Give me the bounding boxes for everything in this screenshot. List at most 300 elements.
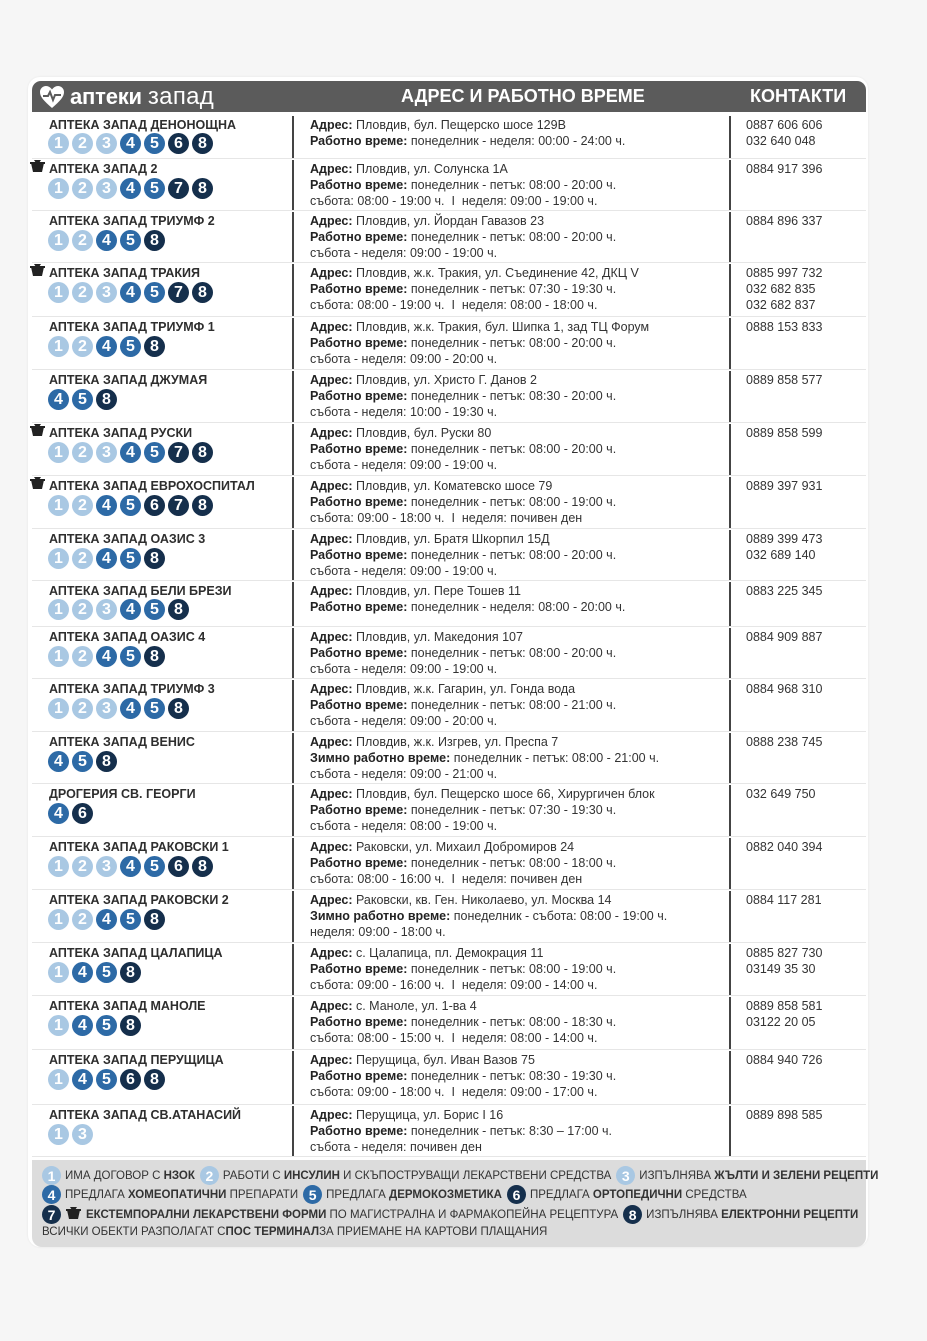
column-divider (292, 733, 294, 783)
service-badge-2: 2 (72, 856, 93, 877)
hours-line (310, 548, 616, 564)
address-line (310, 735, 659, 751)
mortar-pestle-icon (29, 159, 46, 174)
phone-number[interactable]: 0882 040 394 (746, 840, 823, 854)
service-badge-8: 8 (96, 389, 117, 410)
address-value: Пловдив, бул. Руски 80 (352, 426, 492, 440)
service-icons (48, 336, 168, 357)
column-divider (729, 785, 731, 836)
service-badge-2: 2 (72, 230, 93, 251)
hours-extra-line: събота - неделя: 10:00 - 19:30 ч. (310, 404, 498, 419)
column-header-contacts: КОНТАКТИ (750, 86, 847, 106)
hours-label: Работно време: (310, 281, 408, 296)
phone-number[interactable]: 032 640 048 (746, 133, 816, 148)
phone-number[interactable]: 0889 858 577 (746, 373, 823, 387)
hours-label: Работно време: (310, 229, 408, 244)
address-block (310, 373, 616, 420)
mortar-pestle-icon (29, 263, 46, 278)
legend-text: ИЗПЪЛНЯВА ЖЪЛТИ И ЗЕЛЕНИ РЕЦЕПТИ (639, 1169, 879, 1182)
pharmacy-name: АПТЕКА ЗАПАД ТРИУМФ 1 (49, 320, 215, 334)
address-block (310, 787, 655, 834)
service-badge-8: 8 (192, 856, 213, 877)
service-badge-5: 5 (120, 548, 141, 569)
service-badge-5: 5 (144, 178, 165, 199)
service-badge-8: 8 (192, 282, 213, 303)
hours-value: понеделник - петък: 08:00 - 20:00 ч. (407, 335, 617, 350)
hours-value: понеделник - петък: 08:00 - 19:00 ч. (407, 494, 617, 509)
column-divider (729, 477, 731, 528)
address-block (310, 682, 616, 729)
address-label: Адрес: (310, 787, 353, 801)
contacts-block (746, 479, 822, 495)
service-badge-4: 4 (96, 548, 117, 569)
pharmacy-name: АПТЕКА ЗАПАД ПЕРУЩИЦА (49, 1053, 224, 1067)
address-label: Адрес: (310, 735, 353, 749)
address-value: Пловдив, ж.к. Гагарин, ул. Гонда вода (352, 682, 576, 696)
address-block (310, 162, 616, 209)
address-line (310, 266, 639, 282)
address-line (310, 479, 616, 495)
service-badge-4: 4 (48, 803, 69, 824)
phone-number[interactable]: 032 649 750 (746, 787, 816, 801)
address-line (310, 584, 625, 600)
address-block (310, 946, 616, 993)
legend-text: ЕКСТЕМПОРАЛНИ ЛЕКАРСТВЕНИ ФОРМИ ПО МАГИСТРАЛНА И ФАРМАКОПЕЙНА РЕЦЕПТУРА (86, 1208, 619, 1221)
address-block (310, 266, 639, 313)
hours-extra-line: неделя: 09:00 - 18:00 ч. (310, 924, 446, 939)
column-divider (292, 212, 294, 262)
address-value: Пловдив, бул. Пещерско шосе 66, Хирургичен блок (352, 787, 655, 801)
address-value: Перущица, бул. Иван Вазов 75 (352, 1053, 535, 1067)
contacts-block (746, 893, 822, 909)
hours-extra-line: събота - неделя: 09:00 - 21:00 ч. (310, 766, 498, 781)
hours-line (310, 1124, 612, 1140)
contacts-block (746, 840, 822, 856)
hours-line (310, 856, 616, 872)
hours-label: Работно време: (310, 177, 408, 192)
service-badge-2: 2 (72, 133, 93, 154)
hours-value: понеделник - петък: 08:00 - 21:00 ч. (407, 697, 617, 712)
hours-line (310, 230, 616, 246)
pharmacy-row (32, 942, 866, 996)
service-badge-1: 1 (48, 646, 69, 667)
service-badge-1: 1 (48, 1015, 69, 1036)
pharmacy-row (32, 114, 866, 159)
hours-extra-line: събота - неделя: 09:00 - 19:00 ч. (310, 661, 498, 676)
service-badge-5: 5 (72, 389, 93, 410)
hours-extra-line: събота - неделя: почивен ден (310, 1139, 482, 1154)
pharmacy-row (32, 210, 866, 263)
contacts-block (746, 1108, 822, 1124)
hours-value: понеделник - петък: 07:30 - 19:30 ч. (407, 281, 617, 296)
column-divider (729, 116, 731, 158)
address-block (310, 630, 616, 677)
service-badge-8: 8 (120, 1015, 141, 1036)
service-badge-4: 4 (120, 856, 141, 877)
service-badge-4: 4 (72, 1069, 93, 1090)
legend-row-1 (42, 1166, 883, 1185)
contacts-block (746, 630, 822, 646)
column-divider (292, 944, 294, 995)
service-icons (48, 599, 192, 620)
hours-line (310, 442, 616, 458)
service-badge-2: 2 (72, 646, 93, 667)
column-divider (729, 680, 731, 731)
pharmacy-name: АПТЕКА ЗАПАД ТРИУМФ 2 (49, 214, 215, 228)
service-badge-5: 5 (144, 856, 165, 877)
phone-number[interactable]: 0885 827 730 (746, 946, 823, 960)
legend-text: ПРЕДЛАГА ХОМЕОПАТИЧНИ ПРЕПАРАТИ (65, 1188, 299, 1201)
hours-label: Работно време: (310, 961, 408, 976)
contacts-block (746, 532, 822, 564)
contacts-block (746, 266, 822, 313)
phone-number[interactable]: 0889 399 473 (746, 532, 823, 546)
column-divider (729, 891, 731, 942)
contacts-block (746, 682, 822, 698)
address-block (310, 426, 616, 473)
column-divider (729, 530, 731, 580)
service-icons (48, 1069, 168, 1090)
service-badge-4: 4 (96, 336, 117, 357)
hours-extra-line: събота: 09:00 - 16:00 ч. I неделя: 09:00 - 14:00 ч. (310, 977, 598, 992)
service-icons (48, 909, 168, 930)
legend-row-3 (42, 1205, 863, 1224)
service-badge-8: 8 (96, 751, 117, 772)
column-divider (292, 530, 294, 580)
service-badge-8: 8 (144, 646, 165, 667)
brand-name-light: запад (147, 82, 215, 110)
phone-number[interactable]: 0889 858 599 (746, 426, 823, 440)
column-divider (292, 264, 294, 316)
service-badge-2: 2 (72, 909, 93, 930)
phone-number[interactable]: 0884 968 310 (746, 682, 823, 696)
pharmacy-name: АПТЕКА ЗАПАД ДЖУМАЯ (49, 373, 208, 387)
service-badge-8: 8 (192, 178, 213, 199)
address-line (310, 320, 649, 336)
legend-pos-bold: ПОС ТЕРМИНАЛ (225, 1226, 320, 1238)
address-label: Адрес: (310, 118, 353, 132)
legend-row-4 (42, 1226, 547, 1238)
hours-label: Работно време: (310, 1014, 408, 1029)
contacts-block (746, 787, 816, 803)
address-label: Адрес: (310, 893, 353, 907)
contacts-block (746, 999, 822, 1031)
hours-label: Работно време: (310, 697, 408, 712)
pharmacy-row (32, 836, 866, 890)
hours-label: Работно време: (310, 855, 408, 870)
service-badge-1: 1 (48, 336, 69, 357)
hours-value: понеделник - неделя: 00:00 - 24:00 ч. (407, 133, 626, 148)
phone-number[interactable]: 0885 997 732 (746, 266, 823, 280)
legend-item-7 (42, 1205, 618, 1224)
service-badge-1: 1 (48, 230, 69, 251)
contacts-block (746, 162, 822, 178)
column-divider (292, 116, 294, 158)
service-badge-7: 7 (42, 1205, 61, 1224)
service-badge-4: 4 (120, 133, 141, 154)
pharmacy-name: АПТЕКА ЗАПАД ЦАЛАПИЦА (49, 946, 223, 960)
service-icons (48, 133, 216, 154)
address-line (310, 214, 616, 230)
hours-line (310, 282, 639, 298)
phone-number[interactable]: 0888 238 745 (746, 735, 823, 749)
phone-number[interactable]: 0888 153 833 (746, 320, 823, 334)
legend-item-2 (200, 1166, 611, 1185)
address-line (310, 893, 667, 909)
service-badge-1: 1 (48, 909, 69, 930)
hours-value: понеделник - петък: 08:00 - 20:00 ч. (407, 229, 617, 244)
column-divider (292, 838, 294, 889)
phone-number[interactable]: 0889 898 585 (746, 1108, 823, 1122)
column-divider (729, 1051, 731, 1104)
service-badge-8: 8 (192, 495, 213, 516)
address-value: Пловдив, ул. Братя Шкорпил 15Д (352, 532, 550, 546)
hours-extra-line: събота: 08:00 - 19:00 ч. I неделя: 09:00 - 19:00 ч. (310, 193, 598, 208)
service-badge-5: 5 (144, 442, 165, 463)
column-divider (729, 628, 731, 678)
column-divider (729, 997, 731, 1049)
service-badge-1: 1 (48, 495, 69, 516)
address-value: Пловдив, ул. Йордан Гавазов 23 (352, 214, 545, 228)
service-badge-1: 1 (48, 1069, 69, 1090)
hours-value: понеделник - петък: 08:00 - 20:00 ч. (407, 177, 617, 192)
service-badge-7: 7 (168, 442, 189, 463)
service-badge-4: 4 (120, 599, 141, 620)
heart-pulse-icon (38, 84, 66, 110)
column-divider (292, 371, 294, 422)
hours-value: понеделник - петък: 08:00 - 20:00 ч. (407, 547, 617, 562)
hours-value: понеделник - събота: 08:00 - 19:00 ч. (450, 908, 668, 923)
column-divider (729, 160, 731, 210)
service-badge-3: 3 (72, 1124, 93, 1145)
hours-line (310, 646, 616, 662)
address-value: Перущица, ул. Борис I 16 (352, 1108, 504, 1122)
service-icons (48, 962, 144, 983)
service-badge-1: 1 (48, 282, 69, 303)
legend-item-4 (42, 1185, 298, 1204)
hours-value: понеделник - петък: 08:00 - 18:30 ч. (407, 1014, 617, 1029)
service-badge-6: 6 (507, 1185, 526, 1204)
address-value: Пловдив, ул. Христо Г. Данов 2 (352, 373, 537, 387)
hours-value: понеделник - петък: 08:30 - 20:00 ч. (407, 388, 617, 403)
address-line (310, 373, 616, 389)
table-header (32, 81, 866, 112)
service-badge-6: 6 (144, 495, 165, 516)
mortar-pestle-icon (65, 1206, 82, 1224)
hours-extra-line: събота: 09:00 - 18:00 ч. I неделя: почивен ден (310, 510, 583, 525)
service-badge-1: 1 (42, 1166, 61, 1185)
service-badge-6: 6 (120, 1069, 141, 1090)
address-value: Раковски, кв. Ген. Николаево, ул. Москва 14 (352, 893, 612, 907)
phone-number[interactable]: 0889 858 581 (746, 999, 823, 1013)
pharmacy-row (32, 422, 866, 476)
phone-number[interactable]: 032 689 140 (746, 547, 816, 562)
legend-item-6 (507, 1185, 747, 1204)
service-badge-4: 4 (120, 282, 141, 303)
address-value: Пловдив, ж.к. Изгрев, ул. Преспа 7 (352, 735, 559, 749)
pharmacy-row (32, 731, 866, 784)
contacts-block (746, 584, 822, 600)
mortar-pestle-icon (29, 423, 46, 438)
brand-name-bold: аптеки (70, 83, 142, 109)
pharmacy-row (32, 783, 866, 837)
hours-extra-line: събота - неделя: 09:00 - 19:00 ч. (310, 457, 498, 472)
service-badge-7: 7 (168, 178, 189, 199)
hours-label: Работно време: (310, 335, 408, 350)
phone-number[interactable]: 0884 117 281 (746, 893, 822, 907)
hours-label: Зимно работно време: (310, 750, 451, 765)
phone-number[interactable]: 0887 606 606 (746, 118, 823, 132)
service-badge-8: 8 (144, 909, 165, 930)
address-line (310, 630, 616, 646)
hours-line (310, 698, 616, 714)
column-divider (729, 371, 731, 422)
pharmacy-row (32, 1049, 866, 1105)
address-label: Адрес: (310, 373, 353, 387)
hours-line (310, 178, 616, 194)
pharmacy-row (32, 889, 866, 943)
service-icons (48, 282, 216, 303)
phone-number[interactable]: 0889 397 931 (746, 479, 823, 493)
service-badge-5: 5 (120, 230, 141, 251)
phone-number[interactable]: 032 682 837 (746, 297, 816, 312)
phone-number[interactable]: 03149 35 30 (746, 961, 816, 976)
contacts-block (746, 1053, 822, 1069)
address-line (310, 787, 655, 803)
hours-value: понеделник - петък: 08:00 - 18:00 ч. (407, 855, 617, 870)
phone-number[interactable]: 032 682 835 (746, 281, 816, 296)
service-badge-6: 6 (168, 133, 189, 154)
hours-extra-line: събота: 09:00 - 18:00 ч. I неделя: 09:00 - 17:00 ч. (310, 1084, 598, 1099)
hours-extra-line: събота - неделя: 09:00 - 19:00 ч. (310, 563, 498, 578)
service-badge-2: 2 (72, 495, 93, 516)
phone-number[interactable]: 0884 896 337 (746, 214, 823, 228)
hours-label: Работно време: (310, 802, 408, 817)
pharmacy-name: АПТЕКА ЗАПАД ТРАКИЯ (49, 266, 200, 280)
address-line (310, 1108, 612, 1124)
service-badge-4: 4 (96, 230, 117, 251)
column-divider (729, 424, 731, 475)
service-badge-5: 5 (72, 751, 93, 772)
legend (32, 1160, 879, 1247)
address-value: с. Маноле, ул. 1-ва 4 (352, 999, 477, 1013)
column-divider (292, 318, 294, 369)
service-badge-4: 4 (72, 962, 93, 983)
pharmacy-name: АПТЕКА ЗАПАД ЕВРОХОСПИТАЛ (49, 479, 255, 493)
column-divider (292, 891, 294, 942)
pharmacy-row (32, 528, 866, 581)
address-block (310, 320, 649, 367)
hours-line (310, 751, 659, 767)
pharmacy-row (32, 580, 866, 627)
pharmacy-name: АПТЕКА ЗАПАД РАКОВСКИ 2 (49, 893, 229, 907)
hours-extra-line: събота: 08:00 - 16:00 ч. I неделя: почивен ден (310, 871, 583, 886)
address-label: Адрес: (310, 682, 353, 696)
service-badge-5: 5 (144, 282, 165, 303)
service-badge-2: 2 (72, 599, 93, 620)
service-badge-8: 8 (144, 548, 165, 569)
phone-number[interactable]: 0884 917 396 (746, 162, 823, 176)
pharmacy-name: АПТЕКА ЗАПАД РАКОВСКИ 1 (49, 840, 229, 854)
contacts-block (746, 320, 822, 336)
service-badge-2: 2 (200, 1166, 219, 1185)
pharmacy-name: АПТЕКА ЗАПАД ОАЗИС 3 (49, 532, 206, 546)
pharmacy-row (32, 995, 866, 1050)
pharmacy-row (32, 1104, 866, 1157)
pharmacy-row (32, 678, 866, 732)
phone-number[interactable]: 0884 940 726 (746, 1053, 823, 1067)
service-badge-8: 8 (168, 698, 189, 719)
address-label: Адрес: (310, 320, 353, 334)
legend-text: ИЗПЪЛНЯВА ЕЛЕКТРОННИ РЕЦЕПТИ (646, 1208, 859, 1221)
phone-number[interactable]: 03122 20 05 (746, 1014, 816, 1029)
service-badge-1: 1 (48, 698, 69, 719)
service-badge-1: 1 (48, 599, 69, 620)
pharmacy-row (32, 475, 866, 529)
legend-item-5 (303, 1185, 502, 1204)
address-label: Адрес: (310, 214, 353, 228)
hours-line (310, 389, 616, 405)
address-block (310, 532, 616, 579)
contacts-block (746, 946, 822, 978)
service-badge-2: 2 (72, 442, 93, 463)
address-label: Адрес: (310, 584, 353, 598)
service-icons (48, 1015, 144, 1036)
hours-label: Работно време: (310, 599, 408, 614)
hours-extra-line: събота - неделя: 09:00 - 19:00 ч. (310, 245, 498, 260)
service-badge-1: 1 (48, 133, 69, 154)
column-divider (729, 318, 731, 369)
address-line (310, 118, 625, 134)
address-block (310, 584, 625, 616)
address-value: Пловдив, ул. Солунска 1А (352, 162, 508, 176)
column-divider (292, 160, 294, 210)
column-divider (729, 838, 731, 889)
address-label: Адрес: (310, 426, 353, 440)
service-badge-8: 8 (623, 1205, 642, 1224)
column-divider (292, 785, 294, 836)
hours-value: понеделник - петък: 08:00 - 20:00 ч. (407, 441, 617, 456)
hours-label: Работно време: (310, 494, 408, 509)
address-label: Адрес: (310, 630, 353, 644)
phone-number[interactable]: 0883 225 345 (746, 584, 823, 598)
address-value: Раковски, ул. Михаил Добромиров 24 (352, 840, 575, 854)
hours-label: Работно време: (310, 441, 408, 456)
hours-value: понеделник - неделя: 08:00 - 20:00 ч. (407, 599, 626, 614)
hours-extra-line: събота - неделя: 08:00 - 19:00 ч. (310, 818, 498, 833)
phone-number[interactable]: 0884 909 887 (746, 630, 823, 644)
address-block (310, 999, 616, 1046)
legend-text: РАБОТИ С ИНСУЛИН И СКЪПОСТРУВАЩИ ЛЕКАРСТВЕНИ СРЕДСТВА (222, 1169, 612, 1182)
hours-value: понеделник - петък: 07:30 - 19:30 ч. (407, 802, 617, 817)
service-badge-5: 5 (144, 133, 165, 154)
hours-extra-line: събота - неделя: 09:00 - 20:00 ч. (310, 713, 498, 728)
service-badge-1: 1 (48, 442, 69, 463)
service-icons (48, 442, 216, 463)
address-line (310, 532, 616, 548)
column-divider (729, 582, 731, 626)
hours-line (310, 134, 625, 150)
service-badge-4: 4 (120, 178, 141, 199)
contacts-block (746, 118, 822, 150)
address-line (310, 946, 616, 962)
pharmacy-row (32, 262, 866, 317)
service-badge-3: 3 (96, 698, 117, 719)
service-icons (48, 856, 216, 877)
service-icons (48, 389, 120, 410)
service-icons (48, 495, 216, 516)
pharmacy-name: АПТЕКА ЗАПАД ОАЗИС 4 (49, 630, 206, 644)
